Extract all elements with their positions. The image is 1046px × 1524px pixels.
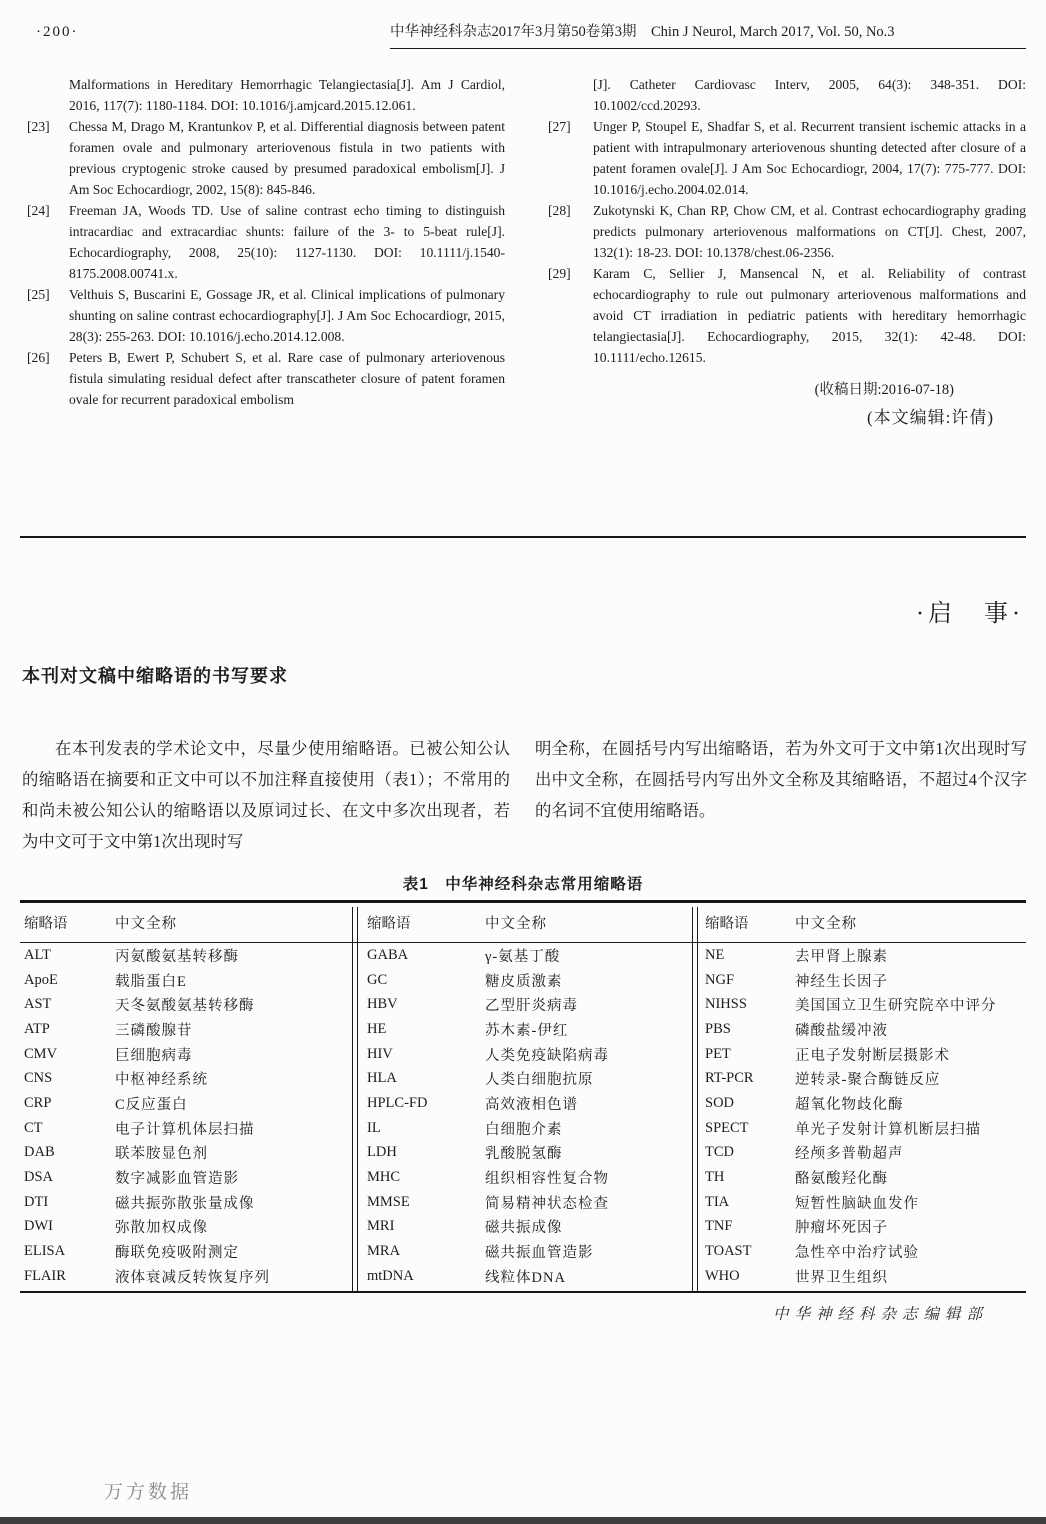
reference-item	[27, 347, 505, 410]
fullname-cell: 高效液相色谱	[485, 1096, 578, 1113]
abbreviation-table	[20, 900, 1026, 1293]
fullname-cell: 乳酸脱氢酶	[485, 1146, 563, 1163]
fullname-cell: 酶联免疫吸附测定	[115, 1245, 239, 1262]
fullname-cell: 逆转录-聚合酶链反应	[795, 1072, 941, 1089]
abbreviation-cell: DAB	[24, 1144, 55, 1161]
table-row	[697, 1091, 1026, 1116]
table-row	[697, 1141, 1026, 1166]
abbreviation-cell: TIA	[705, 1193, 730, 1210]
fullname-cell: 载脂蛋白E	[115, 973, 187, 990]
fullname-cell: 白细胞介素	[485, 1121, 563, 1138]
column-header-fullname: 中文全称	[485, 916, 547, 932]
reference-item	[548, 263, 1026, 368]
reference-text: Peters B, Ewert P, Schubert S, et al. Rare case of pulmonary arteriovenous fistula simulating residual defect after transcatheter closure of patent foramen ovale for recurrent paradoxical embolism	[69, 350, 505, 407]
fullname-cell: 急性卒中治疗试验	[795, 1245, 919, 1262]
table-row	[20, 1066, 352, 1091]
fullname-cell: 数字减影血管造影	[115, 1171, 239, 1188]
table-row	[357, 968, 692, 993]
fullname-cell: γ-氨基丁酸	[485, 948, 561, 965]
table-row	[697, 1239, 1026, 1264]
abbreviation-cell: TNF	[705, 1218, 733, 1235]
table-row	[697, 968, 1026, 993]
table-row	[20, 1165, 352, 1190]
table-row	[20, 1239, 352, 1264]
reference-number: [26]	[27, 350, 50, 365]
reference-number	[27, 74, 69, 116]
abbreviation-cell: MRA	[367, 1243, 401, 1260]
fullname-cell: 超氧化物歧化酶	[795, 1096, 904, 1113]
table-row	[697, 1264, 1026, 1289]
page-number: ·200·	[36, 24, 79, 40]
fullname-cell: 单光子发射计算机断层扫描	[795, 1121, 981, 1138]
abbreviation-cell: LDH	[367, 1144, 397, 1161]
table-row	[20, 1215, 352, 1240]
table-row	[20, 1042, 352, 1067]
column-header-abbr: 缩略语	[24, 916, 68, 932]
fullname-cell: C反应蛋白	[115, 1096, 188, 1113]
abbreviation-cell: SPECT	[705, 1119, 749, 1136]
received-date: (收稿日期:2016-07-18)	[814, 382, 954, 398]
reference-text: Zukotynski K, Chan RP, Chow CM, et al. Contrast echocardiography grading predicts pulmonary arteriovenous malformations on CT[J]. Chest, 2007, 132(1): 18-23. DOI: 10.1378/chest.06-2356.	[593, 203, 1026, 260]
bottom-scan-bar	[0, 1517, 1046, 1524]
abbreviation-cell: mtDNA	[367, 1267, 414, 1284]
table-header-group	[697, 903, 1026, 942]
fullname-cell: 乙型肝炎病毒	[485, 998, 578, 1015]
abbreviation-cell: MMSE	[367, 1193, 410, 1210]
editor-note: (本文编辑:许倩)	[866, 408, 994, 427]
table-row	[20, 992, 352, 1017]
fullname-cell: 组织相容性复合物	[485, 1171, 609, 1188]
wanfang-watermark: 万方数据	[104, 1482, 193, 1503]
abbreviation-cell: DTI	[24, 1193, 49, 1210]
table-group-3	[697, 943, 1026, 1289]
abbreviation-cell: NIHSS	[705, 996, 747, 1013]
table-row	[697, 943, 1026, 968]
table-row	[20, 1116, 352, 1141]
reference-number: [23]	[27, 119, 50, 134]
fullname-cell: 世界卫生组织	[795, 1269, 888, 1286]
table-row	[20, 1264, 352, 1289]
references-right-list	[548, 74, 1026, 368]
fullname-cell: 简易精神状态检查	[485, 1195, 609, 1212]
table-row	[357, 1116, 692, 1141]
fullname-cell: 人类免疫缺陷病毒	[485, 1047, 609, 1064]
abbreviation-cell: GC	[367, 971, 388, 988]
reference-number: [25]	[27, 287, 50, 302]
reference-text: [J]. Catheter Cardiovasc Interv, 2005, 64(3): 348-351. DOI: 10.1002/ccd.20293.	[593, 77, 1026, 113]
abbreviation-cell: MHC	[367, 1169, 401, 1186]
announcement-section-label: ·启 事·	[916, 601, 1024, 627]
table-row	[697, 1116, 1026, 1141]
fullname-cell: 酪氨酸羟化酶	[795, 1171, 888, 1188]
reference-number: [28]	[548, 203, 571, 218]
abbreviation-cell: ALT	[24, 946, 51, 963]
abbreviation-cell: ELISA	[24, 1243, 66, 1260]
table-row	[357, 1165, 692, 1190]
column-header-abbr: 缩略语	[705, 916, 749, 932]
abbreviation-cell: ATP	[24, 1020, 50, 1037]
table-row	[20, 943, 352, 968]
fullname-cell: 电子计算机体层扫描	[115, 1121, 255, 1138]
table-divider-line	[352, 907, 353, 1291]
table-header-row	[20, 903, 1026, 943]
fullname-cell: 短暂性脑缺血发作	[795, 1195, 919, 1212]
fullname-cell: 磁共振血管造影	[485, 1245, 594, 1262]
reference-item	[27, 200, 505, 284]
reference-item	[548, 116, 1026, 200]
abbreviation-cell: RT-PCR	[705, 1070, 754, 1087]
abbreviation-cell: FLAIR	[24, 1267, 66, 1284]
table-row	[357, 1017, 692, 1042]
fullname-cell: 磁共振成像	[485, 1220, 563, 1237]
table-row	[697, 1215, 1026, 1240]
table-header-group	[357, 903, 692, 942]
table-row	[20, 968, 352, 993]
editorial-signature: 中华神经科杂志编辑部	[772, 1306, 988, 1323]
fullname-cell: 弥散加权成像	[115, 1220, 208, 1237]
table-row	[697, 1190, 1026, 1215]
abbreviation-cell: HE	[367, 1020, 387, 1037]
section-divider	[20, 536, 1026, 538]
fullname-cell: 糖皮质激素	[485, 973, 563, 990]
fullname-cell: 磷酸盐缓冲液	[795, 1022, 888, 1039]
abbreviation-cell: CT	[24, 1119, 43, 1136]
abbreviation-cell: DWI	[24, 1218, 53, 1235]
reference-item	[548, 200, 1026, 263]
announcement-paragraph-left: 在本刊发表的学术论文中，尽量少使用缩略语。已被公知公认的缩略语在摘要和正文中可以不加注释直接使用（表1）；不常用的和尚未被公知公认的缩略语以及原词过长、在文中多次出现者，若为中文可于文中第1次出现时写	[22, 739, 510, 851]
abbreviation-cell: GABA	[367, 946, 409, 963]
table-row	[357, 1042, 692, 1067]
fullname-cell: 美国国立卫生研究院卒中评分	[795, 998, 997, 1015]
abbreviation-cell: WHO	[705, 1267, 740, 1284]
reference-text: Karam C, Sellier J, Mansencal N, et al. Reliability of contrast echocardiography to rule out pulmonary arteriovenous malformations and avoid CT irradiation in pediatric patients with hereditary hemorrhagic telangiectasia[J]. Echocardiography, 2015, 32(1): 42-48. DOI: 10.1111/echo.12615.	[593, 266, 1026, 365]
table-divider-line	[357, 907, 358, 1291]
table-caption: 表1 中华神经科杂志常用缩略语	[402, 876, 644, 893]
announcement-title: 本刊对文稿中缩略语的书写要求	[22, 666, 288, 686]
column-header-fullname: 中文全称	[115, 916, 177, 932]
table-header-group	[20, 903, 352, 942]
table-row	[20, 1190, 352, 1215]
reference-text: Chessa M, Drago M, Krantunkov P, et al. Differential diagnosis between patent foramen ovale and pulmonary arteriovenous fistula in two patients with previous cryptogenic stroke caused by presumed paradoxical embolism[J]. J Am Soc Echocardiogr, 2002, 15(8): 845-846.	[69, 119, 505, 197]
table-row	[357, 1264, 692, 1289]
abbreviation-cell: HPLC-FD	[367, 1094, 428, 1111]
table-row	[357, 943, 692, 968]
abbreviation-cell: CMV	[24, 1045, 58, 1062]
reference-number: [24]	[27, 203, 50, 218]
abbreviation-cell: PBS	[705, 1020, 731, 1037]
table-row	[357, 1190, 692, 1215]
table-row	[357, 1091, 692, 1116]
reference-item	[27, 284, 505, 347]
abbreviation-cell: HLA	[367, 1070, 397, 1087]
reference-item	[27, 74, 505, 116]
table-row	[697, 992, 1026, 1017]
abbreviation-cell: HBV	[367, 996, 398, 1013]
table-row	[357, 992, 692, 1017]
abbreviation-cell: MRI	[367, 1218, 395, 1235]
journal-header: 中华神经科杂志2017年3月第50卷第3期 Chin J Neurol, March 2017, Vol. 50, No.3	[390, 20, 1026, 49]
abbreviation-cell: HIV	[367, 1045, 393, 1062]
table-row	[357, 1066, 692, 1091]
reference-text: Freeman JA, Woods TD. Use of saline contrast echo timing to distinguish intracardiac and extracardiac shunts: failure of the 3- to 5-beat rule[J]. Echocardiography, 2008, 25(10): 1127-1130. DOI: 10.1111/j.1540-8175.2008.00741.x.	[69, 203, 505, 281]
fullname-cell: 人类白细胞抗原	[485, 1072, 594, 1089]
fullname-cell: 苏木素-伊红	[485, 1022, 569, 1039]
abbreviation-cell: SOD	[705, 1094, 735, 1111]
abbreviation-cell: TCD	[705, 1144, 734, 1161]
fullname-cell: 中枢神经系统	[115, 1072, 208, 1089]
announcement-paragraph-right: 明全称，在圆括号内写出缩略语，若为外文可于文中第1次出现时写出中文全称，在圆括号内写出外文全称及其缩略语，不超过4个汉字的名词不宜使用缩略语。	[535, 739, 1027, 820]
fullname-cell: 正电子发射断层摄影术	[795, 1047, 950, 1064]
abbreviation-cell: NGF	[705, 971, 735, 988]
fullname-cell: 神经生长因子	[795, 973, 888, 990]
reference-text: Malformations in Hereditary Hemorrhagic Telangiectasia[J]. Am J Cardiol, 2016, 117(7): 1180-1184. DOI: 10.1016/j.amjcard.2015.12.061.	[69, 77, 505, 113]
table-row	[697, 1017, 1026, 1042]
abbreviation-cell: IL	[367, 1119, 381, 1136]
table-row	[697, 1042, 1026, 1067]
abbreviation-cell: NE	[705, 946, 725, 963]
table-row	[20, 1141, 352, 1166]
abbreviation-cell: CNS	[24, 1070, 53, 1087]
reference-text: Unger P, Stoupel E, Shadfar S, et al. Recurrent transient ischemic attacks in a patient with intrapulmonary arteriovenous shunting detected after closure of a patent foramen ovale[J]. J Am Soc Echocardiogr, 2004, 17(7): 775-777. DOI: 10.1016/j.echo.2004.02.014.	[593, 119, 1026, 197]
table-divider-line	[692, 907, 693, 1291]
fullname-cell: 三磷酸腺苷	[115, 1022, 193, 1039]
fullname-cell: 线粒体DNA	[485, 1269, 566, 1286]
reference-item	[27, 116, 505, 200]
abbreviation-cell: CRP	[24, 1094, 52, 1111]
reference-number: [27]	[548, 119, 571, 134]
fullname-cell: 联苯胺显色剂	[115, 1146, 208, 1163]
fullname-cell: 磁共振弥散张量成像	[115, 1195, 255, 1212]
references-left-column	[27, 74, 505, 410]
table-group-2	[357, 943, 692, 1289]
fullname-cell: 经颅多普勒超声	[795, 1146, 904, 1163]
reference-number: [29]	[548, 266, 571, 281]
table-row	[357, 1215, 692, 1240]
abbreviation-cell: DSA	[24, 1169, 54, 1186]
reference-number	[548, 74, 593, 116]
table-row	[20, 1091, 352, 1116]
column-header-fullname: 中文全称	[795, 916, 857, 932]
column-header-abbr: 缩略语	[367, 916, 411, 932]
abbreviation-cell: AST	[24, 996, 52, 1013]
reference-item	[548, 74, 1026, 116]
table-row	[20, 1017, 352, 1042]
table-row	[357, 1141, 692, 1166]
table-row	[697, 1165, 1026, 1190]
reference-text: Velthuis S, Buscarini E, Gossage JR, et al. Clinical implications of pulmonary shunting on saline contrast echocardiography[J]. J Am Soc Echocardiogr, 2015, 28(3): 255-263. DOI: 10.1016/j.echo.2014.12.008.	[69, 287, 505, 344]
fullname-cell: 天冬氨酸氨基转移酶	[115, 998, 255, 1015]
table-row	[357, 1239, 692, 1264]
fullname-cell: 丙氨酸氨基转移酶	[115, 948, 239, 965]
table-divider-line	[697, 907, 698, 1291]
abbreviation-cell: TOAST	[705, 1243, 752, 1260]
fullname-cell: 巨细胞病毒	[115, 1047, 193, 1064]
fullname-cell: 液体衰减反转恢复序列	[115, 1269, 270, 1286]
table-group-1	[20, 943, 352, 1289]
abbreviation-cell: PET	[705, 1045, 731, 1062]
abbreviation-cell: TH	[705, 1169, 725, 1186]
references-right-column	[548, 74, 1026, 428]
table-row	[697, 1066, 1026, 1091]
abbreviation-cell: ApoE	[24, 971, 58, 988]
fullname-cell: 肿瘤坏死因子	[795, 1220, 888, 1237]
fullname-cell: 去甲肾上腺素	[795, 948, 888, 965]
